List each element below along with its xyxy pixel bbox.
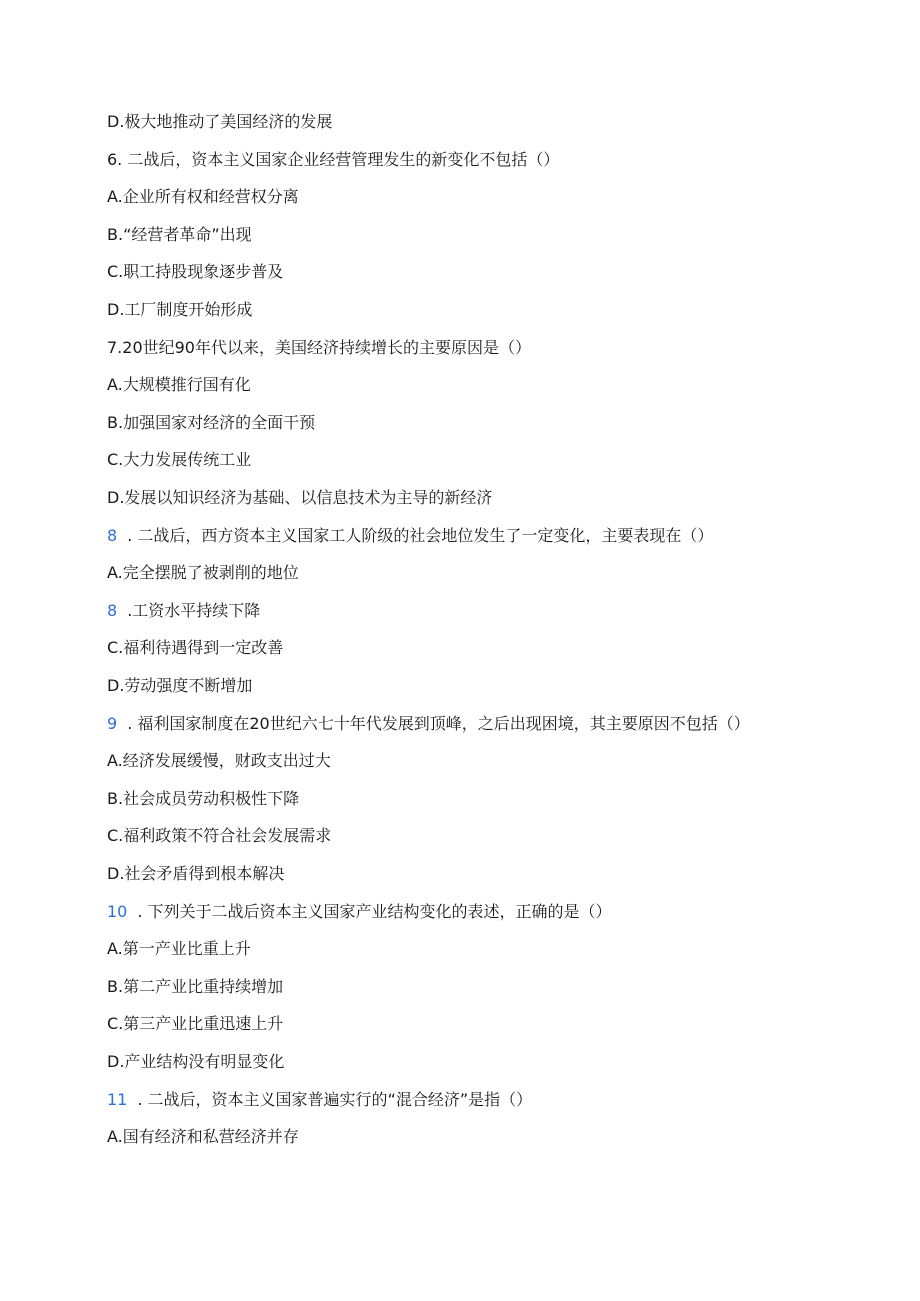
question-number: 8 bbox=[107, 601, 118, 620]
text-line bbox=[107, 1049, 284, 1075]
text-line bbox=[107, 222, 252, 248]
line-text: .工资水平持续下降 bbox=[127, 601, 261, 620]
line-text: C.第三产业比重迅速上升 bbox=[107, 1014, 284, 1033]
text-line bbox=[107, 259, 283, 285]
text-line bbox=[107, 936, 251, 962]
text-line bbox=[107, 1124, 299, 1150]
line-text: A.企业所有权和经营权分离 bbox=[107, 187, 299, 206]
text-line bbox=[107, 297, 252, 323]
text-line bbox=[107, 523, 713, 549]
question-number: 9 bbox=[107, 714, 118, 733]
line-text: A.第一产业比重上升 bbox=[107, 939, 251, 958]
text-line bbox=[107, 635, 283, 661]
text-line bbox=[107, 974, 283, 1000]
line-text: B.加强国家对经济的全面干预 bbox=[107, 413, 316, 432]
text-line bbox=[107, 109, 332, 135]
line-text: C.大力发展传统工业 bbox=[107, 450, 252, 469]
text-line bbox=[107, 861, 284, 887]
text-line bbox=[107, 711, 750, 737]
question-number: 8 bbox=[107, 526, 118, 545]
line-text: B.社会成员劳动积极性下降 bbox=[107, 789, 300, 808]
text-line bbox=[107, 335, 531, 361]
question-number: 10 bbox=[107, 902, 128, 921]
text-line bbox=[107, 410, 315, 436]
line-text: . 下列关于二战后资本主义国家产业结构变化的表述，正确的是（） bbox=[137, 902, 612, 921]
text-line bbox=[107, 372, 251, 398]
line-text: A.完全摆脱了被剥削的地位 bbox=[107, 563, 299, 582]
text-line bbox=[107, 560, 299, 586]
text-line bbox=[107, 823, 331, 849]
line-text: A.国有经济和私营经济并存 bbox=[107, 1127, 299, 1146]
line-text: D.工厂制度开始形成 bbox=[107, 300, 253, 319]
line-text: . 二战后，西方资本主义国家工人阶级的社会地位发生了一定变化，主要表现在（） bbox=[127, 526, 714, 545]
line-text: . 二战后，资本主义国家普遍实行的“混合经济”是指（） bbox=[137, 1090, 533, 1109]
line-text: 7.20世纪90年代以来，美国经济持续增长的主要原因是（） bbox=[107, 338, 531, 357]
line-text: . 福利国家制度在20世纪六七十年代发展到顶峰，之后出现困境，其主要原因不包括（） bbox=[127, 714, 750, 733]
text-line bbox=[107, 899, 612, 925]
text-line bbox=[107, 447, 251, 473]
text-line bbox=[107, 748, 331, 774]
line-text: C.福利政策不符合社会发展需求 bbox=[107, 826, 332, 845]
line-text: D.社会矛盾得到根本解决 bbox=[107, 864, 285, 883]
text-line bbox=[107, 485, 492, 511]
question-number: 11 bbox=[107, 1090, 128, 1109]
text-line bbox=[107, 786, 299, 812]
line-text: B.第二产业比重持续增加 bbox=[107, 977, 284, 996]
line-text: C.福利待遇得到一定改善 bbox=[107, 638, 284, 657]
line-text: A.经济发展缓慢，财政支出过大 bbox=[107, 751, 331, 770]
line-text: C.职工持股现象逐步普及 bbox=[107, 262, 284, 281]
line-text: A.大规模推行国有化 bbox=[107, 375, 251, 394]
text-line bbox=[107, 1087, 532, 1113]
line-text: 6. 二战后，资本主义国家企业经营管理发生的新变化不包括（） bbox=[107, 150, 560, 169]
line-text: D.极大地推动了美国经济的发展 bbox=[107, 112, 333, 131]
text-line bbox=[107, 1011, 283, 1037]
text-line bbox=[107, 147, 559, 173]
text-line bbox=[107, 598, 260, 624]
line-text: D.产业结构没有明显变化 bbox=[107, 1052, 285, 1071]
text-line bbox=[107, 673, 252, 699]
text-line bbox=[107, 184, 299, 210]
line-text: D.发展以知识经济为基础、以信息技术为主导的新经济 bbox=[107, 488, 493, 507]
line-text: D.劳动强度不断增加 bbox=[107, 676, 253, 695]
line-text: B.“经营者革命”出现 bbox=[107, 225, 252, 244]
